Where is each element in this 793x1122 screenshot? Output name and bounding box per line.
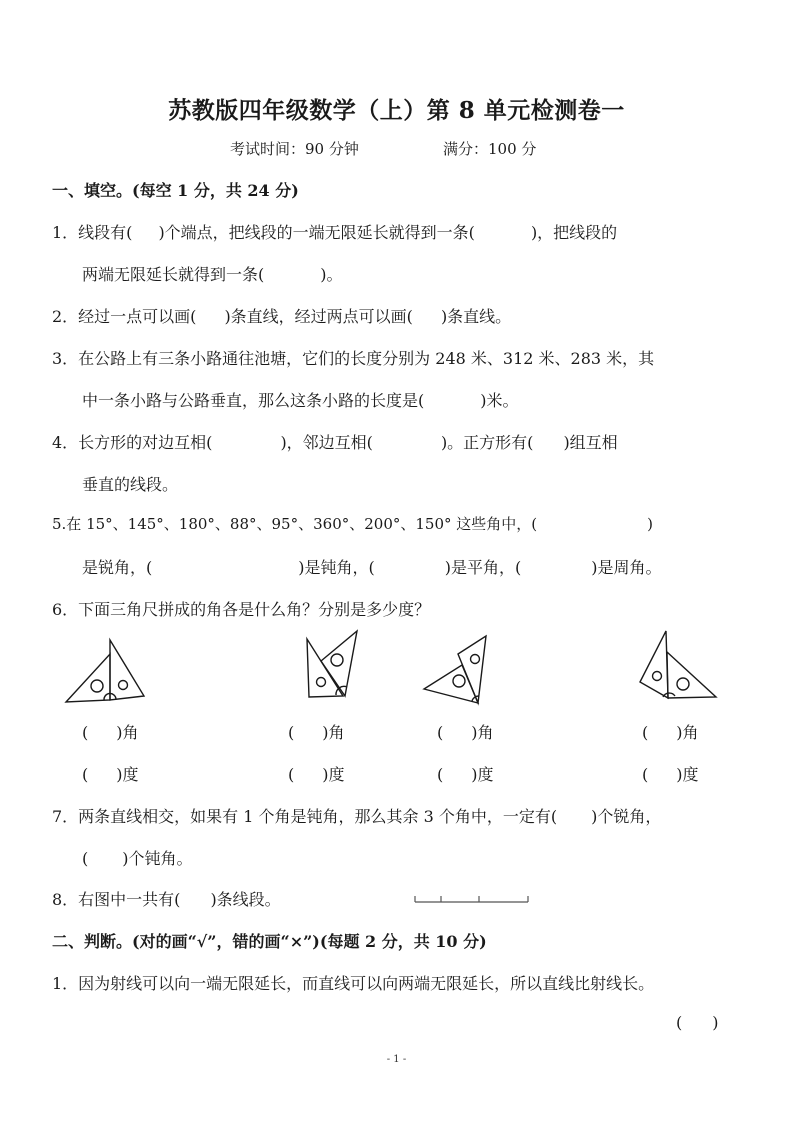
- paren-close-label: )角: [471, 723, 494, 742]
- q1-text-e: )。: [320, 265, 343, 284]
- q8-text-b: )条线段。: [210, 890, 281, 909]
- q5-text-e: )是平角，(: [444, 558, 522, 577]
- q6-answer-2-angle: [288, 720, 345, 743]
- q5-text-a: 5.在 15°、145°、180°、88°、95°、360°、200°、150° 这些角中，(: [52, 515, 538, 533]
- q3-text-a: 中一条小路与公路垂直，那么这条小路的长度是(: [82, 391, 425, 410]
- q4-line1: [52, 430, 618, 453]
- exam-time: 考试时间：90 分钟: [230, 140, 359, 158]
- q3-line1: 3．在公路上有三条小路通往池塘，它们的长度分别为 248 米、312 米、283 米，其: [52, 349, 655, 368]
- paren-open: (: [642, 765, 649, 784]
- q6-text: 6．下面三角尺拼成的角各是什么角？分别是多少度？: [52, 600, 431, 619]
- q1-line1: [52, 220, 617, 243]
- q1-text-c: )，把线段的: [530, 223, 618, 242]
- paren-open: (: [288, 765, 295, 784]
- q2-text-b: )条直线，经过两点可以画(: [224, 307, 413, 326]
- judge-q1-answer: [676, 1013, 719, 1032]
- q2-text-a: 2．经过一点可以画(: [52, 307, 197, 326]
- q7-text-a: 7．两条直线相交，如果有 1 个角是钝角，那么其余 3 个角中，一定有(: [52, 807, 558, 826]
- paren-close-label: )角: [676, 723, 699, 742]
- paren-open: (: [288, 723, 295, 742]
- paren-close-label: )度: [471, 765, 494, 784]
- q7-line2: [82, 846, 193, 869]
- q3-text-b: )米。: [480, 391, 519, 410]
- q2-text-c: )条直线。: [440, 307, 512, 326]
- paren-open: (: [437, 723, 444, 742]
- q1-text-b: )个端点，把线段的一端无限延长就得到一条(: [158, 223, 475, 242]
- paren-close: ): [712, 1013, 719, 1032]
- q6-answer-3-degree: [437, 762, 494, 785]
- paren-open: (: [82, 765, 89, 784]
- q5-text-c: 是锐角，(: [82, 558, 153, 577]
- q4-text-d: )组互相: [563, 433, 618, 452]
- q5-text-f: )是周角。: [591, 558, 662, 577]
- exam-title: 苏教版四年级数学（上）第 8 单元检测卷一: [168, 97, 625, 124]
- q7-line1: [52, 804, 661, 827]
- q8-text-a: 8．右图中一共有(: [52, 890, 181, 909]
- q6-answer-2-degree: [288, 762, 345, 785]
- paren-close-label: )度: [116, 765, 139, 784]
- q6-answer-1-angle: [82, 720, 139, 743]
- q4-text-a: 4．长方形的对边互相(: [52, 433, 213, 452]
- q8-line: [52, 887, 281, 910]
- q4-text-b: )，邻边互相(: [280, 433, 373, 452]
- q7-text-c: (: [82, 849, 89, 868]
- section-1-heading: 一、填空。(每空 1 分，共 24 分): [52, 181, 299, 200]
- q6-answer-3-angle: [437, 720, 494, 743]
- paren-open: (: [82, 723, 89, 742]
- q5-line2: [82, 555, 662, 578]
- q7-text-d: )个钝角。: [122, 849, 193, 868]
- q3-line2: [82, 388, 519, 411]
- section-2-heading: 二、判断。(对的画“√”，错的画“×”)(每题 2 分，共 10 分): [52, 932, 487, 951]
- line-segment-figure: [412, 888, 534, 908]
- q4-line2: 垂直的线段。: [82, 475, 179, 494]
- paren-open: (: [437, 765, 444, 784]
- page-number: - 1 -: [386, 1054, 407, 1065]
- q2-line: [52, 304, 511, 327]
- triangle-figure-3: [418, 630, 498, 710]
- judge-q1-text: 1．因为射线可以向一端无限延长，而直线可以向两端无限延长，所以直线比射线长。: [52, 974, 655, 993]
- q5-line1: [52, 513, 653, 534]
- paren-close-label: )角: [322, 723, 345, 742]
- q1-text-d: 两端无限延长就得到一条(: [82, 265, 265, 284]
- exam-full-score: 满分：100 分: [443, 140, 537, 158]
- q6-answer-4-degree: [642, 762, 699, 785]
- q6-answer-4-angle: [642, 720, 699, 743]
- paren-close-label: )度: [676, 765, 699, 784]
- triangle-figure-4: [630, 625, 725, 705]
- q1-line2: [82, 262, 343, 285]
- q5-text-b: ): [647, 515, 653, 533]
- q7-text-b: )个锐角，: [591, 807, 662, 826]
- paren-open: (: [676, 1013, 683, 1032]
- paren-close-label: )度: [322, 765, 345, 784]
- q4-text-c: )。正方形有(: [440, 433, 534, 452]
- q5-text-d: )是钝角，(: [298, 558, 375, 577]
- q6-answer-1-degree: [82, 762, 139, 785]
- triangle-figure-2: [295, 625, 365, 705]
- q1-text-a: 1．线段有(: [52, 223, 133, 242]
- paren-open: (: [642, 723, 649, 742]
- triangle-figure-1: [60, 630, 160, 710]
- paren-close-label: )角: [116, 723, 139, 742]
